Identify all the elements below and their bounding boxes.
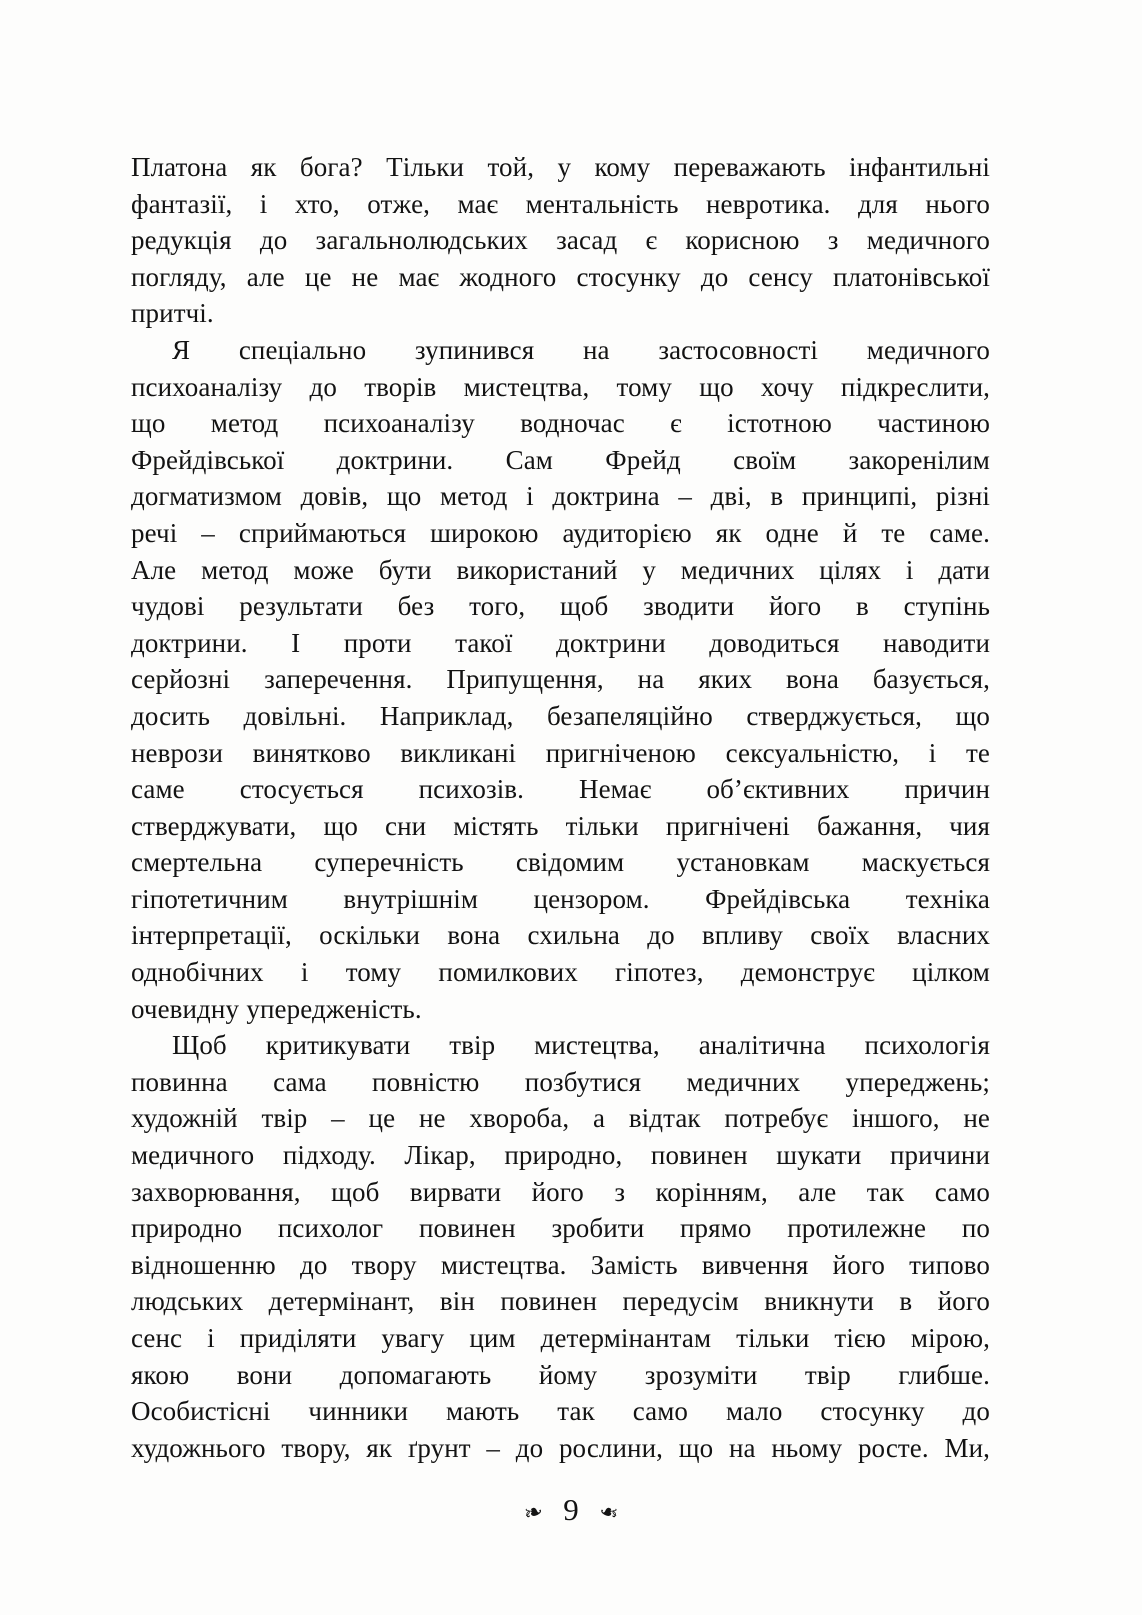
text-line: медичного підходу. Лікар, природно, повинен шукати причини [131,1140,990,1171]
text-line: Я спеціально зупинився на застосовності медичного [172,334,990,365]
paragraph [131,149,990,332]
text-line: однобічних і тому помилкових гіпотез, демонструє цілком [131,957,990,988]
text-line: інтерпретації, оскільки вона схильна до впливу своїх власних [131,920,990,951]
text-line: природно психолог повинен зробити прямо протилежне по [131,1213,990,1244]
text-line: редукція до загальнолюдських засад є корисною з медичного [131,225,990,256]
text-line: стверджувати, що сни містять тільки пригнічені бажання, чия [131,810,990,841]
text-line: Фрейдівської доктрини. Сам Фрейд своїм закоренілим [131,444,990,475]
text-line: чудові результати без того, щоб зводити його в ступінь [131,591,990,622]
text-line: Платона як бога? Тільки той, у кому переважають інфантильні [131,152,990,182]
text-line: серйозні заперечення. Припущення, на яких вона базується, [131,664,990,695]
text-line: сенс і приділяти увагу цим детермінантам тільки тією мірою, [131,1323,990,1353]
text-line: Але метод може бути використаний у медичних цілях і дати [131,554,990,585]
text-line: смертельна суперечність свідомим установкам маскується [131,847,990,878]
text-line: неврози винятково викликані пригніченою сексуальністю, і те [131,737,990,768]
text-line: що метод психоаналізу водночас є істотною частиною [131,408,990,439]
text-line: якою вони допомагають йому зрозуміти твір глибше. [131,1359,990,1390]
text-line: догматизмом довів, що метод і доктрина – дві, в принципі, різні [131,481,990,512]
text-line: художній твір – це не хвороба, а відтак потребує іншого, не [131,1103,990,1134]
text-line: саме стосується психозів. Немає об’єктивних причин [131,774,990,805]
text-line: досить довільні. Наприклад, безапеляційно стверджується, що [131,700,990,731]
text-line: захворювання, щоб вирвати його з корінням, але так само [131,1176,990,1207]
text-line: погляду, але це не має жодного стосунку до сенсу платонівської [131,261,990,292]
floral-ornament-right-icon: ❧ [596,1497,622,1528]
text-line: художнього твору, як ґрунт – до рослини, що на ньому росте. Ми, [131,1432,990,1463]
text-line: Щоб критикувати твір мистецтва, аналітична психологія [172,1030,990,1061]
paragraph [131,332,990,1027]
text-line: Особистісні чинники мають так само мало стосунку до [131,1396,990,1427]
page-footer [0,1488,1142,1532]
text-line: речі – сприймаються широкою аудиторією як одне й те саме. [131,517,990,548]
page-text [131,149,990,1466]
floral-ornament-left-icon: ❧ [520,1497,546,1528]
text-line: повинна сама повністю позбутися медичних упереджень; [131,1066,990,1097]
page-number: 9 [563,1492,579,1527]
text-line: доктрини. І проти такої доктрини доводиться наводити [131,627,990,658]
text-line: психоаналізу до творів мистецтва, тому що хочу підкреслити, [131,371,990,402]
text-line: людських детермінант, він повинен передусім вникнути в його [131,1286,990,1317]
paragraph [131,1027,990,1466]
text-line: очевидну упередженість. [131,993,422,1024]
text-line: гіпотетичним внутрішнім цензором. Фрейдівська техніка [131,883,990,914]
text-line: відношенню до твору мистецтва. Замість вивчення його типово [131,1249,990,1280]
text-line: притчі. [131,298,214,329]
text-line: фантазії, і хто, отже, має ментальність невротика. для нього [131,188,990,219]
